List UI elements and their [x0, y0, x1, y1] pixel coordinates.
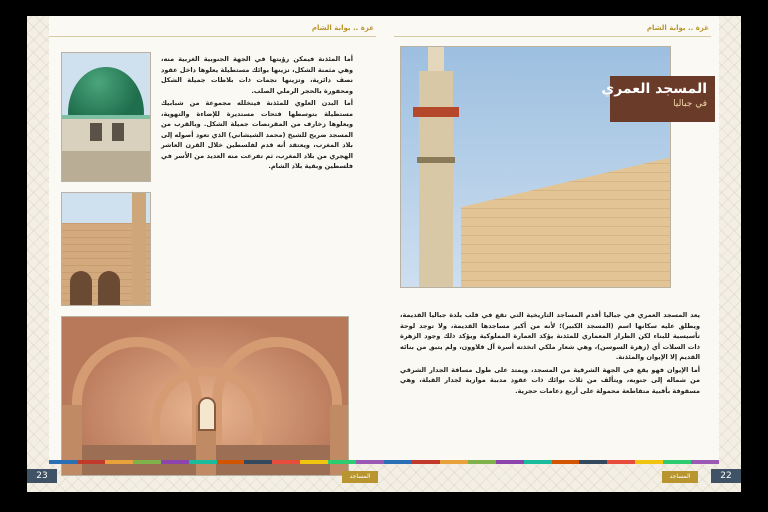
left-body-text	[161, 54, 353, 174]
dome-wall	[62, 151, 151, 182]
left-running-head: غزة .. بوابة الشام	[311, 24, 374, 32]
section-tag-left: المساجد	[342, 471, 378, 483]
page-title: المسجد العمري	[601, 81, 707, 97]
arched-window	[198, 397, 216, 431]
dome-window	[90, 123, 102, 141]
page-subtitle: في جباليا	[673, 99, 707, 109]
left-footer	[27, 464, 384, 492]
dome-base	[62, 115, 151, 151]
title-box	[601, 76, 715, 122]
wall-arch	[98, 271, 120, 305]
dome-photo	[61, 52, 151, 182]
right-head-rule	[394, 36, 711, 37]
right-page	[384, 16, 741, 492]
page-number-left: 23	[27, 469, 57, 483]
right-paragraph-1: يعد المسجد العمري في جباليا أقدم المساجد التاريخية التي تقع في قلب بلدة جباليا القديمة، ويطلق عليه سكانها اسم (المسجد الكبير)؛ لأنه من أكبر مساجدها القديمة، ولا توجد لوحة تأسيسية للبناء لكن الطراز المعماري للمئذنة يؤكد العمارة المملوكية ويؤكد ذلك وجود الزهرة ذات السلات أي (زهرة السوسن)، وهي شعار ملكي اتخذته أسرة آل قلاوون، ولم يتبق من بنائه القديم إلا الإيوان والمئذنة.	[400, 311, 700, 361]
left-head-rule	[49, 36, 376, 37]
left-paragraph-2: أما البدن العلوي للمئذنة فيتخلله مجموعة من شبابيك مستطيلة بتوسطها فتحات مستديرة للإضاءة والتهوية، ويعلوها زخارف من المقرنصات جميلة الشكل. وبالقرب من المسجد ضريح للشيخ (محمد الشيشاني) الذي تعود أصوله إلى بلاد المغرب، ويعتقد أنه قدم لفلسطين خلال القرن العاشر الهجري من بلاد المغرب، ثم تفرعت منه العديد من الأسر في فلسطين وبقية بلاد الشام.	[161, 99, 353, 170]
minaret-balcony	[413, 107, 459, 117]
dome-window	[112, 123, 124, 141]
minaret	[419, 71, 453, 288]
green-dome	[68, 67, 144, 119]
small-minaret	[132, 193, 146, 306]
mosque-wall	[461, 157, 671, 288]
right-body-text	[400, 310, 700, 398]
wall-arch	[70, 271, 92, 305]
wall-photo	[61, 192, 151, 306]
left-page	[27, 16, 384, 492]
section-tag-right: المساجد	[662, 471, 698, 483]
right-paragraph-2: أما الإيوان فهو يقع في الجهة الشرقية من المسجد، ويمتد على طول مسافة الجدار الشرقي من شماله إلى جنوبه، ويتألف من ثلاث بوائك ذات عقود مدببة موازية لجدار القبلة، وهي مسقوفة بأقبية متقاطعة محمولة على أربع دعامات حجرية.	[400, 365, 700, 395]
right-running-head: غزة .. بوابة الشام	[646, 24, 709, 32]
left-paragraph-1: أما المئذنة فيمكن رؤيتها في الجهة الجنوبية الغربية منه، وهي مثمنة الشكل، تزينها بوائك مستطيلة يعلوها داخل عقود نصف دائرية، وتزينها نجمات ذات بلاطات جميلة الشكل ومحفورة بالحجر الرملي الصلب.	[161, 55, 353, 95]
interior-arches-photo	[61, 316, 349, 476]
minaret-band	[417, 157, 455, 163]
page-number-right: 22	[711, 469, 741, 483]
